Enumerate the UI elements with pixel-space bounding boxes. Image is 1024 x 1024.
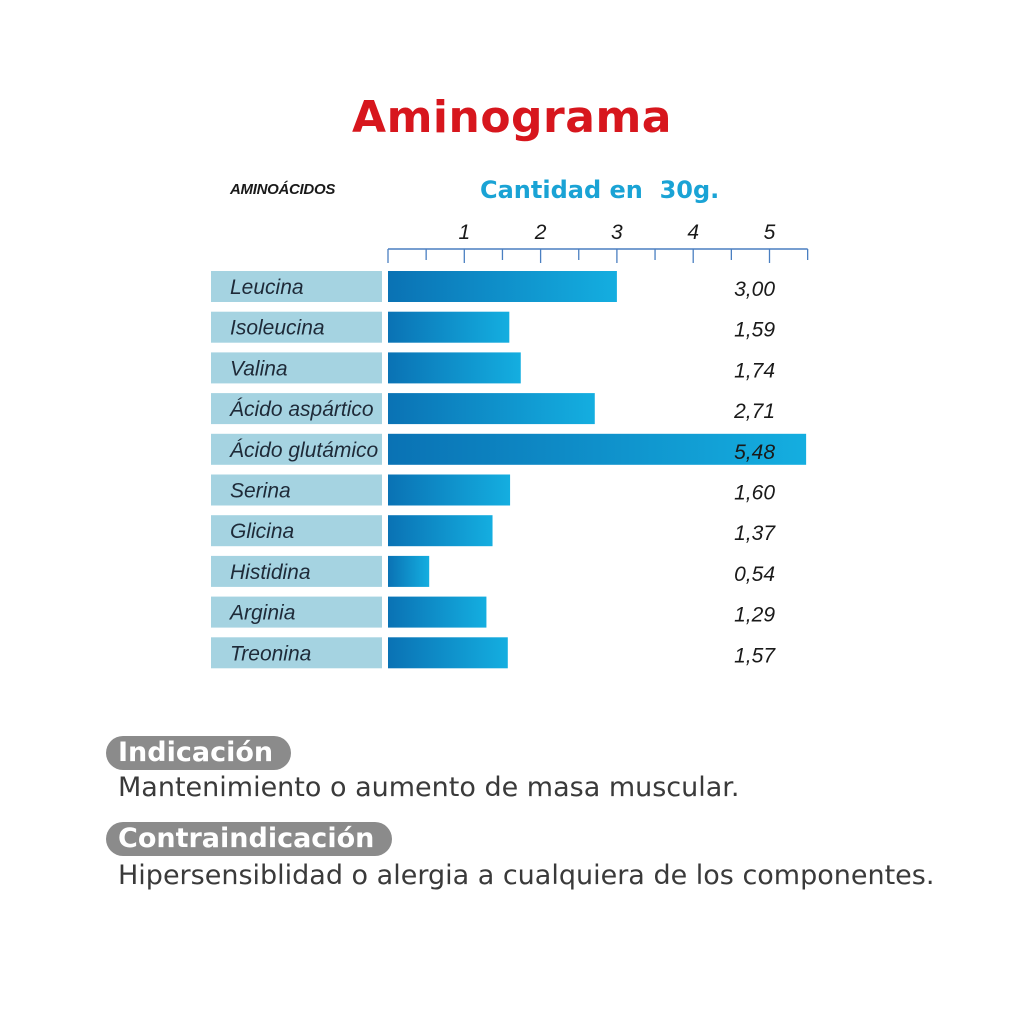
x-tick-label: 5 [763,221,776,244]
x-tick-label: 1 [458,221,471,244]
bar [388,352,521,383]
bar [388,475,510,506]
bar [388,556,429,587]
bar-row [211,475,775,506]
x-tick-label: 2 [534,221,547,244]
bar-row [211,597,775,628]
axis-title: Cantidad en 30g. [480,176,720,204]
bar-row [211,312,775,343]
bar [388,271,617,302]
x-axis [388,221,808,263]
bar-row [211,637,776,668]
value-label: 1,74 [734,359,775,383]
contraindicacion-badge: Contraindicación [106,822,392,856]
value-label: 2,71 [734,400,775,424]
bar-row [211,271,775,302]
value-label: 1,60 [734,481,775,505]
value-label: 3,00 [734,278,775,301]
bar [388,597,486,628]
indicacion-text: Mantenimiento o aumento de masa muscular. [118,772,740,803]
x-tick-label: 4 [687,221,700,244]
bar-row [211,515,776,546]
category-header: AMINOÁCIDOS [230,181,336,198]
value-label: 1,37 [734,522,775,546]
value-label: 1,29 [734,603,775,627]
chart-title: Aminograma [352,92,672,143]
value-label: 0,54 [734,562,775,586]
bar [388,515,493,546]
value-label: 1,57 [734,644,775,668]
category-label: Treonina [230,642,312,666]
bar-row [211,352,775,383]
indicacion-badge: Indicación [106,736,291,770]
category-label: Arginia [230,601,296,625]
bar [388,393,595,424]
category-label: Serina [230,479,291,503]
bar-row [211,556,775,587]
bar [388,312,509,343]
bar-rows [211,271,806,668]
category-label: Ácido glutámico [230,438,379,462]
bar-row [211,434,806,465]
bar-row [211,393,775,424]
category-label: Valina [230,357,288,381]
category-label: Histidina [230,560,311,584]
contraindicacion-text: Hipersensiblidad o alergia a cualquiera de los componentes. [118,860,935,891]
bar [388,637,508,668]
x-tick-label: 3 [611,221,623,244]
category-label: Leucina [230,276,304,299]
category-label: Isoleucina [230,316,325,340]
value-label: 1,59 [734,318,775,342]
value-label: 5,48 [734,440,775,464]
category-label: Ácido aspártico [230,398,374,422]
category-label: Glicina [230,520,295,544]
